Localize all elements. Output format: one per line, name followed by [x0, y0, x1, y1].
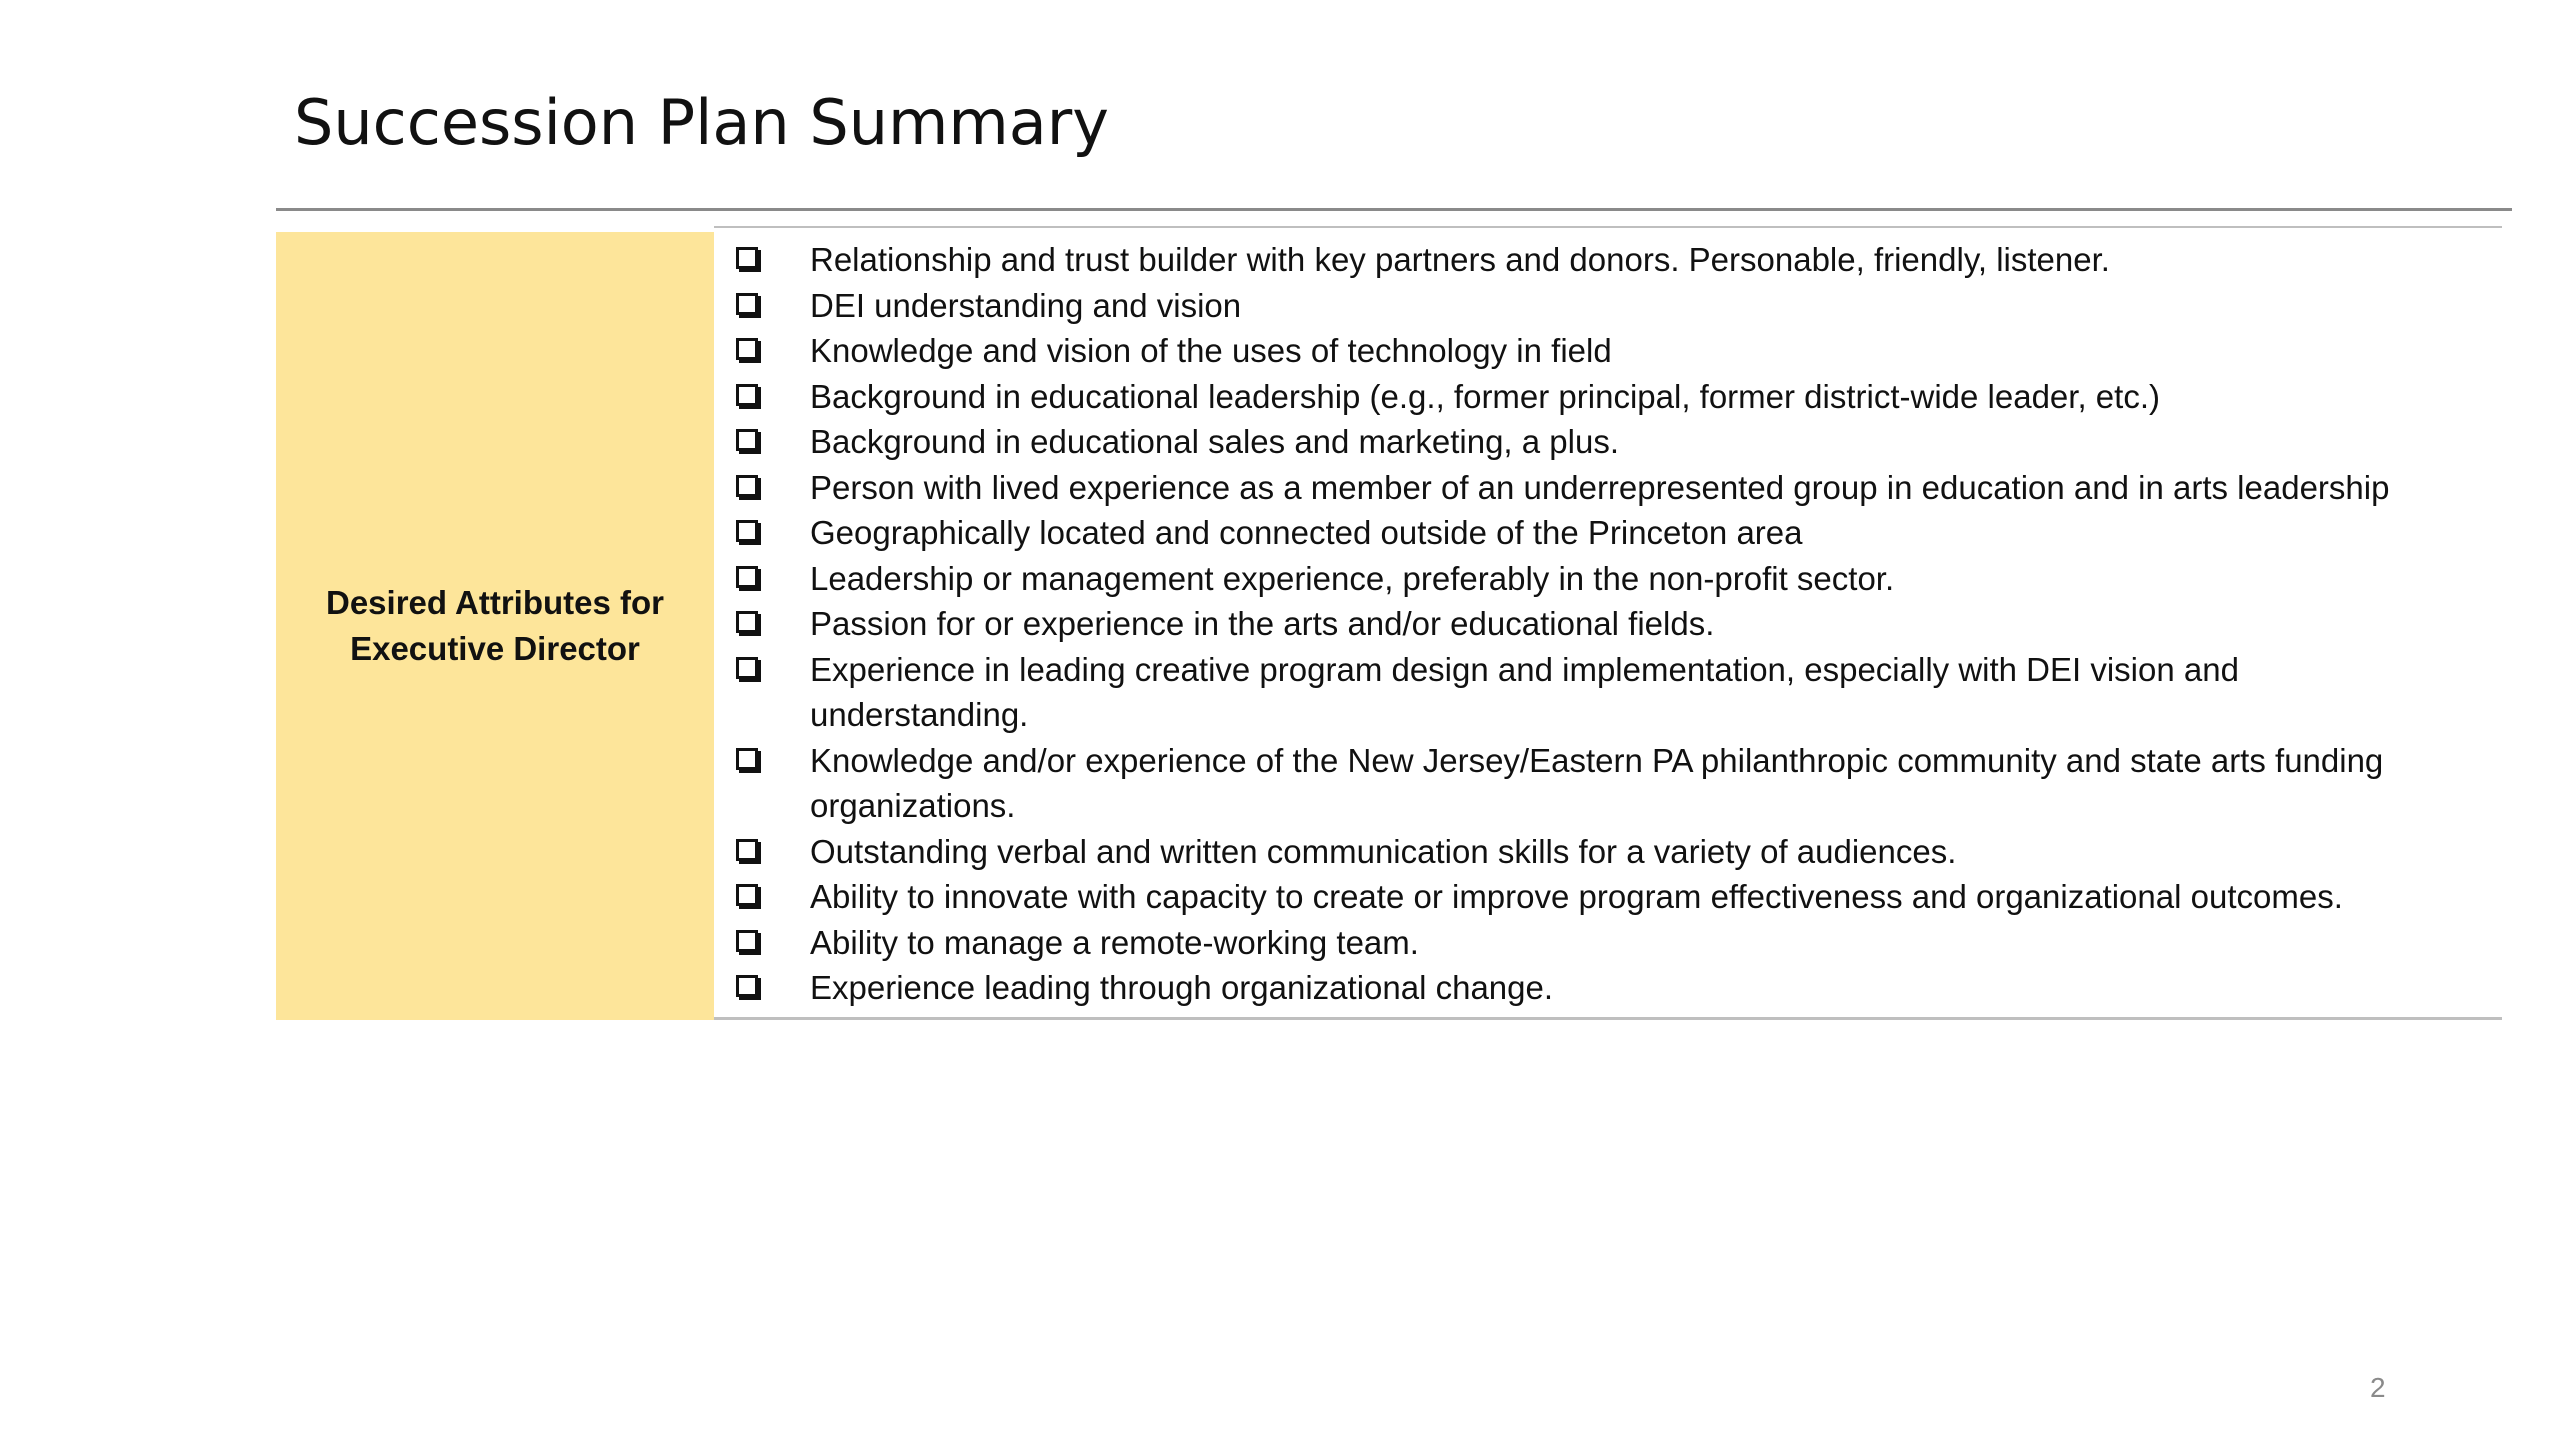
- attribute-text: Experience leading through organizational change.: [810, 969, 1554, 1006]
- attribute-item: [714, 601, 2502, 647]
- attribute-item: [714, 556, 2502, 602]
- attribute-text: Leadership or management experience, preferably in the non-profit sector.: [810, 559, 1895, 597]
- checkbox-outline-icon: [736, 293, 758, 315]
- attribute-item: [714, 647, 2502, 738]
- attribute-item: [714, 738, 2502, 829]
- attribute-text: Experience in leading creative program design and implementation, especially with DEI vision and understanding.: [810, 650, 2239, 733]
- checkbox-outline-icon: [736, 475, 758, 497]
- checkbox-outline-icon: [736, 247, 758, 269]
- attribute-text: Passion for or experience in the arts and/or educational fields.: [810, 605, 1715, 642]
- checkbox-outline-icon: [736, 748, 758, 770]
- attribute-item: [714, 510, 2502, 556]
- checkbox-outline-icon: [736, 930, 758, 952]
- attribute-item: [714, 419, 2502, 465]
- attributes-label: Desired Attributes for Executive Director: [326, 584, 664, 667]
- attribute-text: Knowledge and vision of the uses of technology in field: [810, 332, 1612, 369]
- checkbox-outline-icon: [736, 657, 758, 679]
- checkbox-outline-icon: [736, 384, 758, 406]
- attribute-text: Knowledge and/or experience of the New Jersey/Eastern PA philanthropic community and state arts funding organizations.: [810, 741, 2384, 824]
- attribute-item: [714, 328, 2502, 374]
- attribute-text: Ability to manage a remote-working team.: [810, 923, 1419, 961]
- checkbox-outline-icon: [736, 429, 758, 451]
- attribute-item: [714, 920, 2502, 966]
- attribute-text: Geographically located and connected outside of the Princeton area: [810, 514, 1803, 551]
- attribute-item: [714, 829, 2502, 875]
- checkbox-outline-icon: [736, 611, 758, 633]
- attribute-text: Relationship and trust builder with key partners and donors. Personable, friendly, listener.: [810, 241, 2110, 278]
- title-divider: [276, 208, 2512, 211]
- attributes-table: [276, 226, 2502, 1020]
- checkbox-outline-icon: [736, 566, 758, 588]
- attribute-item: [714, 237, 2502, 283]
- attribute-item: [714, 374, 2502, 420]
- attribute-text: Ability to innovate with capacity to create or improve program effectiveness and organizational outcomes.: [810, 878, 2343, 915]
- attributes-list: [714, 237, 2502, 1011]
- checkbox-outline-icon: [736, 839, 758, 861]
- attribute-item: [714, 465, 2502, 511]
- attribute-item: [714, 965, 2502, 1011]
- attribute-text: Background in educational leadership (e.g., former principal, former district-wide leader, etc.): [810, 377, 2160, 415]
- checkbox-outline-icon: [736, 338, 758, 360]
- attribute-item: [714, 283, 2502, 329]
- attribute-text: Outstanding verbal and written communication skills for a variety of audiences.: [810, 832, 1957, 870]
- attribute-item: [714, 874, 2502, 920]
- attributes-content-cell: [714, 226, 2502, 1020]
- slide-title: Succession Plan Summary: [294, 86, 1109, 159]
- attribute-text: Background in educational sales and marketing, a plus.: [810, 423, 1619, 460]
- attribute-text: Person with lived experience as a member of an underrepresented group in education and in arts leadership: [810, 468, 2390, 506]
- page-number: 2: [2370, 1372, 2386, 1403]
- checkbox-outline-icon: [736, 975, 758, 997]
- attribute-text: DEI understanding and vision: [810, 286, 1242, 324]
- attributes-label-cell: [276, 232, 714, 1020]
- checkbox-outline-icon: [736, 520, 758, 542]
- checkbox-outline-icon: [736, 884, 758, 906]
